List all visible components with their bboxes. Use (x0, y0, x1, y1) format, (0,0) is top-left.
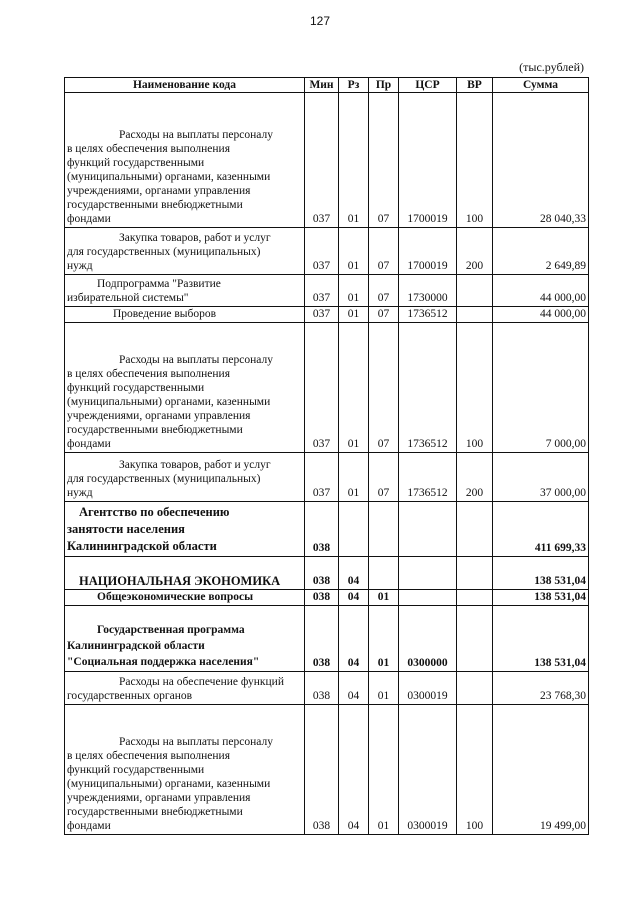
row-name-text: Общеэкономические вопросы (97, 591, 254, 603)
row-name-text: Агентство по обеспечению занятости населения Калининградской области (67, 505, 230, 553)
row-min: 037 (305, 323, 339, 453)
row-name-text: Подпрограмма "Развитие избирательной системы" (67, 278, 221, 304)
table-row (65, 590, 589, 606)
row-sum: 28 040,33 (493, 93, 589, 228)
row-csr: 0300019 (399, 705, 457, 835)
row-name (65, 606, 305, 672)
row-vr: 100 (457, 705, 493, 835)
header-name: Наименование кода (65, 78, 305, 93)
row-name-text: НАЦИОНАЛЬНАЯ ЭКОНОМИКА (79, 574, 281, 588)
table-header-row (65, 78, 589, 93)
row-csr: 0300019 (399, 672, 457, 705)
table-row (65, 606, 589, 672)
row-min: 037 (305, 307, 339, 323)
page-number: 127 (309, 14, 331, 28)
row-sum: 19 499,00 (493, 705, 589, 835)
row-pr: 07 (369, 275, 399, 307)
row-name (65, 502, 305, 557)
row-sum: 44 000,00 (493, 307, 589, 323)
row-csr: 1730000 (399, 275, 457, 307)
row-rz: 04 (339, 606, 369, 672)
row-rz: 04 (339, 557, 369, 590)
row-csr: 1736512 (399, 307, 457, 323)
row-rz: 01 (339, 228, 369, 275)
row-csr (399, 590, 457, 606)
row-rz: 01 (339, 323, 369, 453)
row-sum: 138 531,04 (493, 590, 589, 606)
row-name (65, 323, 305, 453)
row-min: 038 (305, 705, 339, 835)
row-pr: 07 (369, 453, 399, 502)
row-rz: 04 (339, 672, 369, 705)
table-row (65, 275, 589, 307)
header-vr: ВР (457, 78, 493, 93)
row-name-text: Закупка товаров, работ и услуг для государственных (муниципальных) нужд (67, 232, 271, 272)
row-rz (339, 502, 369, 557)
row-csr: 1700019 (399, 228, 457, 275)
row-pr: 01 (369, 672, 399, 705)
row-name-text: Закупка товаров, работ и услуг для государственных (муниципальных) нужд (67, 459, 271, 499)
row-pr: 01 (369, 705, 399, 835)
row-name (65, 275, 305, 307)
row-csr (399, 557, 457, 590)
row-vr (457, 307, 493, 323)
row-name-text: Расходы на выплаты персоналу в целях обеспечения выполнения функций государственными (муниципальными) органами, казенными учреждениями, органами управления государственными внебюджетными фондами (67, 736, 273, 832)
units-label: (тыс.рублей) (519, 60, 584, 74)
row-sum: 23 768,30 (493, 672, 589, 705)
row-sum: 411 699,33 (493, 502, 589, 557)
row-name-text: Расходы на обеспечение функций государственных органов (67, 676, 284, 702)
row-min: 037 (305, 228, 339, 275)
row-vr (457, 606, 493, 672)
row-rz: 04 (339, 705, 369, 835)
row-name (65, 672, 305, 705)
table-row (65, 705, 589, 835)
row-rz: 01 (339, 453, 369, 502)
row-pr: 07 (369, 228, 399, 275)
row-csr: 1736512 (399, 453, 457, 502)
row-pr (369, 557, 399, 590)
row-min: 038 (305, 672, 339, 705)
row-name (65, 228, 305, 275)
row-vr: 100 (457, 93, 493, 228)
row-csr: 1700019 (399, 93, 457, 228)
header-sum: Сумма (493, 78, 589, 93)
row-name (65, 307, 305, 323)
row-name-text: Расходы на выплаты персоналу в целях обеспечения выполнения функций государственными (муниципальными) органами, казенными учреждениями, органами управления государственными внебюджетными фондами (67, 129, 273, 225)
row-name (65, 453, 305, 502)
table-row (65, 672, 589, 705)
row-vr (457, 275, 493, 307)
header-pr: Пр (369, 78, 399, 93)
row-vr (457, 672, 493, 705)
row-sum: 44 000,00 (493, 275, 589, 307)
row-min: 038 (305, 606, 339, 672)
row-min: 038 (305, 590, 339, 606)
row-rz: 01 (339, 307, 369, 323)
row-rz: 04 (339, 590, 369, 606)
row-vr: 200 (457, 453, 493, 502)
row-pr (369, 502, 399, 557)
header-min: Мин (305, 78, 339, 93)
row-pr: 07 (369, 323, 399, 453)
table-row (65, 323, 589, 453)
row-sum: 138 531,04 (493, 606, 589, 672)
row-min: 038 (305, 557, 339, 590)
header-rz: Рз (339, 78, 369, 93)
row-sum: 37 000,00 (493, 453, 589, 502)
row-sum: 2 649,89 (493, 228, 589, 275)
row-name-text: Проведение выборов (113, 308, 217, 320)
row-vr (457, 590, 493, 606)
table-row (65, 557, 589, 590)
row-name (65, 590, 305, 606)
row-name (65, 557, 305, 590)
row-vr (457, 502, 493, 557)
row-name-text: Расходы на выплаты персоналу в целях обеспечения выполнения функций государственными (муниципальными) органами, казенными учреждениями, органами управления государственными внебюджетными фондами (67, 354, 273, 450)
row-sum: 7 000,00 (493, 323, 589, 453)
table-row (65, 502, 589, 557)
row-min: 037 (305, 275, 339, 307)
row-sum: 138 531,04 (493, 557, 589, 590)
table-row (65, 228, 589, 275)
row-vr: 100 (457, 323, 493, 453)
row-min: 038 (305, 502, 339, 557)
header-csr: ЦСР (399, 78, 457, 93)
row-rz: 01 (339, 275, 369, 307)
row-csr: 1736512 (399, 323, 457, 453)
row-vr: 200 (457, 228, 493, 275)
table-row (65, 307, 589, 323)
row-pr: 01 (369, 606, 399, 672)
table-row (65, 453, 589, 502)
row-csr (399, 502, 457, 557)
row-pr: 07 (369, 93, 399, 228)
row-vr (457, 557, 493, 590)
table-row (65, 93, 589, 228)
row-min: 037 (305, 93, 339, 228)
row-name (65, 705, 305, 835)
row-pr: 07 (369, 307, 399, 323)
row-name (65, 93, 305, 228)
row-csr: 0300000 (399, 606, 457, 672)
row-min: 037 (305, 453, 339, 502)
budget-table (64, 77, 589, 835)
row-rz: 01 (339, 93, 369, 228)
row-name-text: Государственная программа Калининградской области "Социальная поддержка населения" (67, 624, 260, 668)
row-pr: 01 (369, 590, 399, 606)
